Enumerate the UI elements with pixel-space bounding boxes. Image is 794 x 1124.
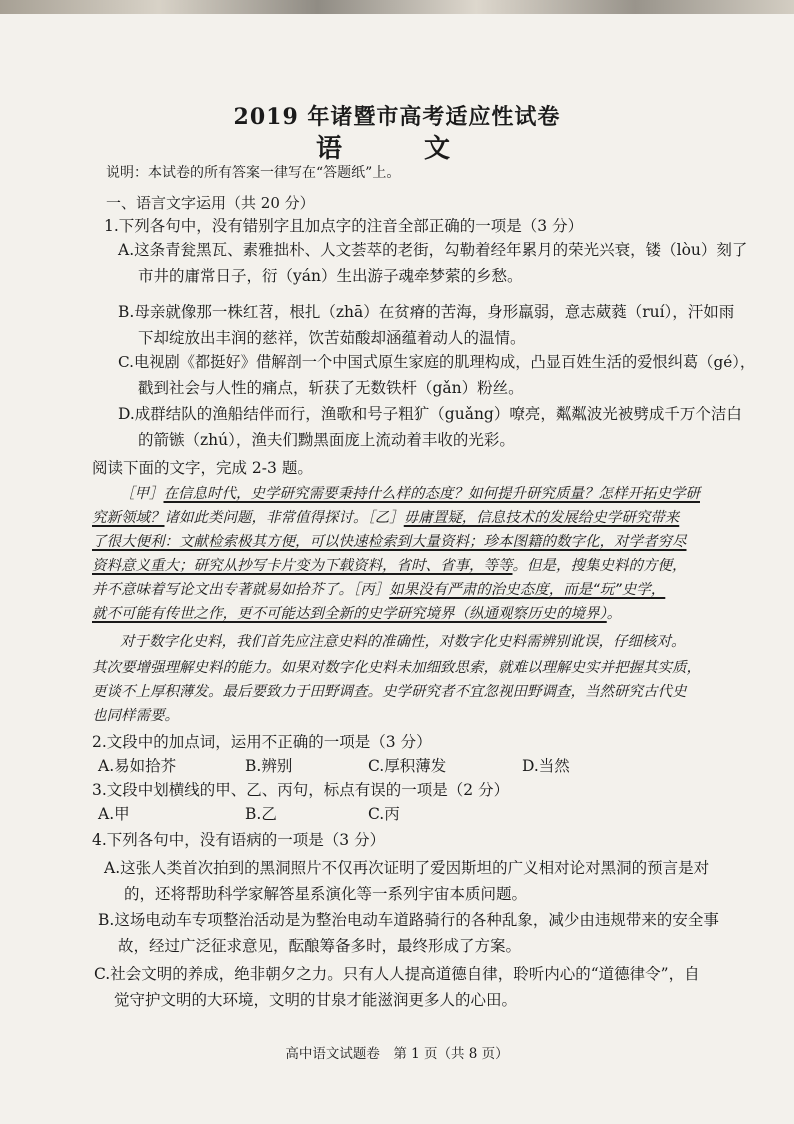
- instruction-note: 说明：本试卷的所有答案一律写在“答题纸”上。: [106, 165, 401, 181]
- question-1-option-d: D.成群结队的渔船结伴而行，渔歌和号子粗犷（guǎng）嘹亮，粼粼波光被劈成千万个洁白: [118, 405, 742, 423]
- passage-line: [120, 482, 700, 503]
- underlined-sentence-jia-end: 究新领域？: [92, 510, 165, 526]
- passage-text: 诸如此类问题，非常值得探讨。［乙］: [164, 510, 404, 526]
- question-3-option-c: C.丙: [368, 805, 400, 823]
- question-2-option-a: A.易如拾芥: [98, 757, 177, 775]
- question-4-option-c-cont: 觉守护文明的大环境，文明的甘泉才能滋润更多人的心田。: [114, 991, 518, 1009]
- question-4-option-a-cont: 的，还将帮助科学家解答星系演化等一系列宇宙本质问题。: [124, 885, 528, 903]
- question-1-stem: 1.下列各句中，没有错别字且加点字的注音全部正确的一项是（3 分）: [104, 217, 584, 235]
- underlined-sentence-jia: 在信息时代，史学研究需要秉持什么样的态度？如何提升研究质量？怎样开拓史学研: [163, 486, 700, 502]
- passage-line: 其次要增强理解史料的能力。如果对数字化史料未加细致思索，就难以理解史实并把握其实质，: [92, 660, 701, 676]
- question-4-option-a: A.这张人类首次拍到的黑洞照片不仅再次证明了爱因斯坦的广义相对论对黑洞的预言是对: [104, 859, 710, 877]
- question-1-option-d-cont: 的箭镞（zhú），渔夫们黝黑面庞上流动着丰收的光彩。: [138, 431, 515, 449]
- subject-title: 语 文: [315, 134, 478, 164]
- question-4-option-c: C.社会文明的养成，绝非朝夕之力。只有人人提高道德自律，聆听内心的“道德律令”，自: [94, 965, 700, 983]
- reading-intro: 阅读下面的文字，完成 2-3 题。: [92, 459, 313, 477]
- marker-jia: ［甲］: [120, 486, 164, 502]
- passage-line: [92, 554, 687, 575]
- passage-line: [92, 602, 621, 623]
- passage-text: 并不意味着写论文出专著就易如拾芥了。［丙］: [92, 582, 390, 598]
- underlined-sentence-bing: 如果没有严肃的治史态度，而是“玩”史学，: [389, 582, 666, 598]
- question-1-option-b-cont: 下却绽放出丰润的慈祥，饮苦茹酸却涵蕴着动人的温情。: [138, 329, 526, 347]
- question-2-option-c: C.厚积薄发: [368, 757, 447, 775]
- exam-title: 2019 年诸暨市高考适应性试卷: [233, 104, 561, 130]
- underlined-sentence-yi-end: 资料意义重大；研究从抄写卡片变为下载资料，省时、省事，等等: [92, 558, 513, 574]
- question-4-option-b-cont: 故，经过广泛征求意见，酝酿筹备多时，最终形成了方案。: [118, 937, 522, 955]
- passage-line: [92, 506, 679, 527]
- underlined-sentence-yi: 毋庸置疑，信息技术的发展给史学研究带来: [403, 510, 680, 526]
- underlined-sentence-yi-cont: 了很大便利：文献检索极其方便，可以快速检索到大量资料；珍本图籍的数字化，对学者穷尽: [92, 534, 687, 550]
- passage-line: [92, 578, 665, 599]
- scan-edge: [0, 0, 794, 14]
- question-3-stem: 3.文段中划横线的甲、乙、丙句，标点有误的一项是（2 分）: [92, 781, 510, 799]
- question-4-stem: 4.下列各句中，没有语病的一项是（3 分）: [92, 831, 386, 849]
- underlined-sentence-bing-end: 就不可能有传世之作，更不可能达到全新的史学研究境界（纵通观察历史的境界）: [92, 606, 607, 622]
- question-1-option-b: B.母亲就像那一株红苕，根扎（zhā）在贫瘠的苦海，身形羸弱，意志葳蕤（ruí），汗如雨: [118, 303, 735, 321]
- passage-text: 。但是，搜集史料的方便，: [512, 558, 687, 574]
- page-footer: 高中语文试题卷 第 1 页（共 8 页）: [285, 1046, 509, 1062]
- passage-line: [92, 530, 687, 551]
- passage-line: 更谈不上厚积薄发。最后要致力于田野调查。史学研究者不宜忽视田野调查，当然研究古代史: [92, 684, 687, 700]
- passage-line: 对于数字化史料，我们首先应注意史料的准确性，对数字化史料需辨别讹误，仔细核对。: [120, 634, 686, 650]
- question-1-option-c: C.电视剧《都挺好》借解剖一个中国式原生家庭的肌理构成，凸显百姓生活的爱恨纠葛（gé），: [118, 353, 756, 371]
- question-1-option-a-cont: 市井的庸常日子，衍（yán）生出游子魂牵梦萦的乡愁。: [138, 267, 523, 285]
- passage-line: 也同样需要。: [92, 708, 179, 724]
- question-1-option-a: A.这条青瓮黑瓦、素雅拙朴、人文荟萃的老街，勾勒着经年累月的荣光兴衰，镂（lòu）刻了: [118, 241, 748, 259]
- question-2-option-d: D.当然: [522, 757, 570, 775]
- passage-text: 。: [606, 606, 622, 622]
- question-2-stem: 2.文段中的加点词，运用不正确的一项是（3 分）: [92, 733, 432, 751]
- question-3-option-a: A.甲: [98, 805, 130, 823]
- question-1-option-c-cont: 戳到社会与人性的痛点，斩获了无数铁杆（gǎn）粉丝。: [138, 379, 524, 397]
- section-heading: 一、语言文字运用（共 20 分）: [106, 194, 315, 212]
- question-3-option-b: B.乙: [245, 805, 277, 823]
- question-2-option-b: B.辨别: [245, 757, 293, 775]
- question-4-option-b: B.这场电动车专项整治活动是为整治电动车道路骑行的各种乱象，减少由违规带来的安全事: [98, 911, 719, 929]
